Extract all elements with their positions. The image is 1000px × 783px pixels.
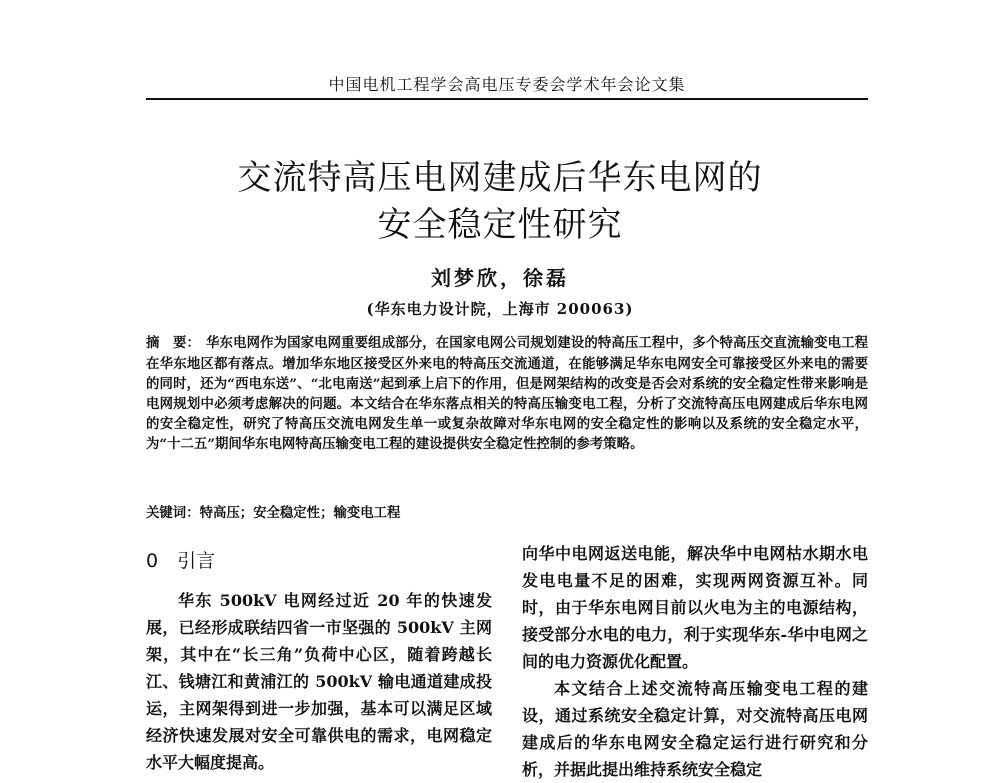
left-column — [146, 540, 492, 776]
body-paragraph: 向华中电网返送电能，解决华中电网枯水期水电发电电量不足的困难，实现两网资源互补。同时，由于华东电网目前以火电为主的电源结构，接受部分水电的电力，利于实现华东-华中电网之间的电力资源优化配置。 — [522, 544, 868, 671]
abstract-text: 华东电网作为国家电网重要组成部分，在国家电网公司规划建设的特高压工程中，多个特高压交直流输变电工程在华东地区都有落点。增加华东地区接受区外来电的特高压交流通道，在能够满足华东电网安全可靠接受区外来电的需要的同时，还为“西电东送”、“北电南送”起到承上启下的作用，但是网架结构的改变是否会对系统的安全稳定性带来影响是电网规划中必须考虑解决的问题。本文结合在华东落点相关的特高压输变电工程，分析了交流特高压电网建成后华东电网的安全稳定性，研究了特高压交流电网发生单一或复杂故障对华东电网的安全稳定性的影响以及系统的安全稳定水平，为“十二五”期间华东电网特高压输变电工程的建设提供安全稳定性控制的参考策略。 — [146, 335, 868, 452]
right-column — [522, 540, 868, 783]
keywords-text: 特高压；安全稳定性；输变电工程 — [199, 505, 401, 521]
body-paragraph: 华东 500kV 电网经过近 20 年的快速发展，已经形成联结四省一市坚强的 500kV 主网架，其中在“长三角”负荷中心区，随着跨越长江、钱塘江和黄浦江的 500kV 输电通道建成投运，主网架得到进一步加强，基本可以满足区域经济快速发展对安全可靠供电的需求，电网稳定水平大幅度提高。 — [146, 591, 492, 772]
paper-title-line-2: 安全稳定性研究 — [377, 205, 623, 245]
affiliation: (华东电力设计院，上海市 200063) — [366, 300, 634, 318]
authors: 刘梦欣，徐磊 — [431, 266, 569, 290]
journal-header: 中国电机工程学会高电压专委会学术年会论文集 — [328, 75, 686, 94]
paper-title-line-1: 交流特高压电网建成后华东电网的 — [237, 158, 763, 198]
header-rule — [146, 98, 868, 100]
keywords-label: 关键词： — [146, 506, 200, 521]
abstract-label: 摘 要： — [146, 336, 201, 351]
abstract — [146, 333, 868, 454]
body-paragraph: 本文结合上述交流特高压输变电工程的建设，通过系统安全稳定计算，对交流特高压电网建成后的华东电网安全稳定运行进行研究和分析，并据此提出维持系统安全稳定 — [522, 679, 868, 779]
section-heading: 0 引言 — [146, 550, 216, 572]
keywords — [146, 502, 868, 521]
